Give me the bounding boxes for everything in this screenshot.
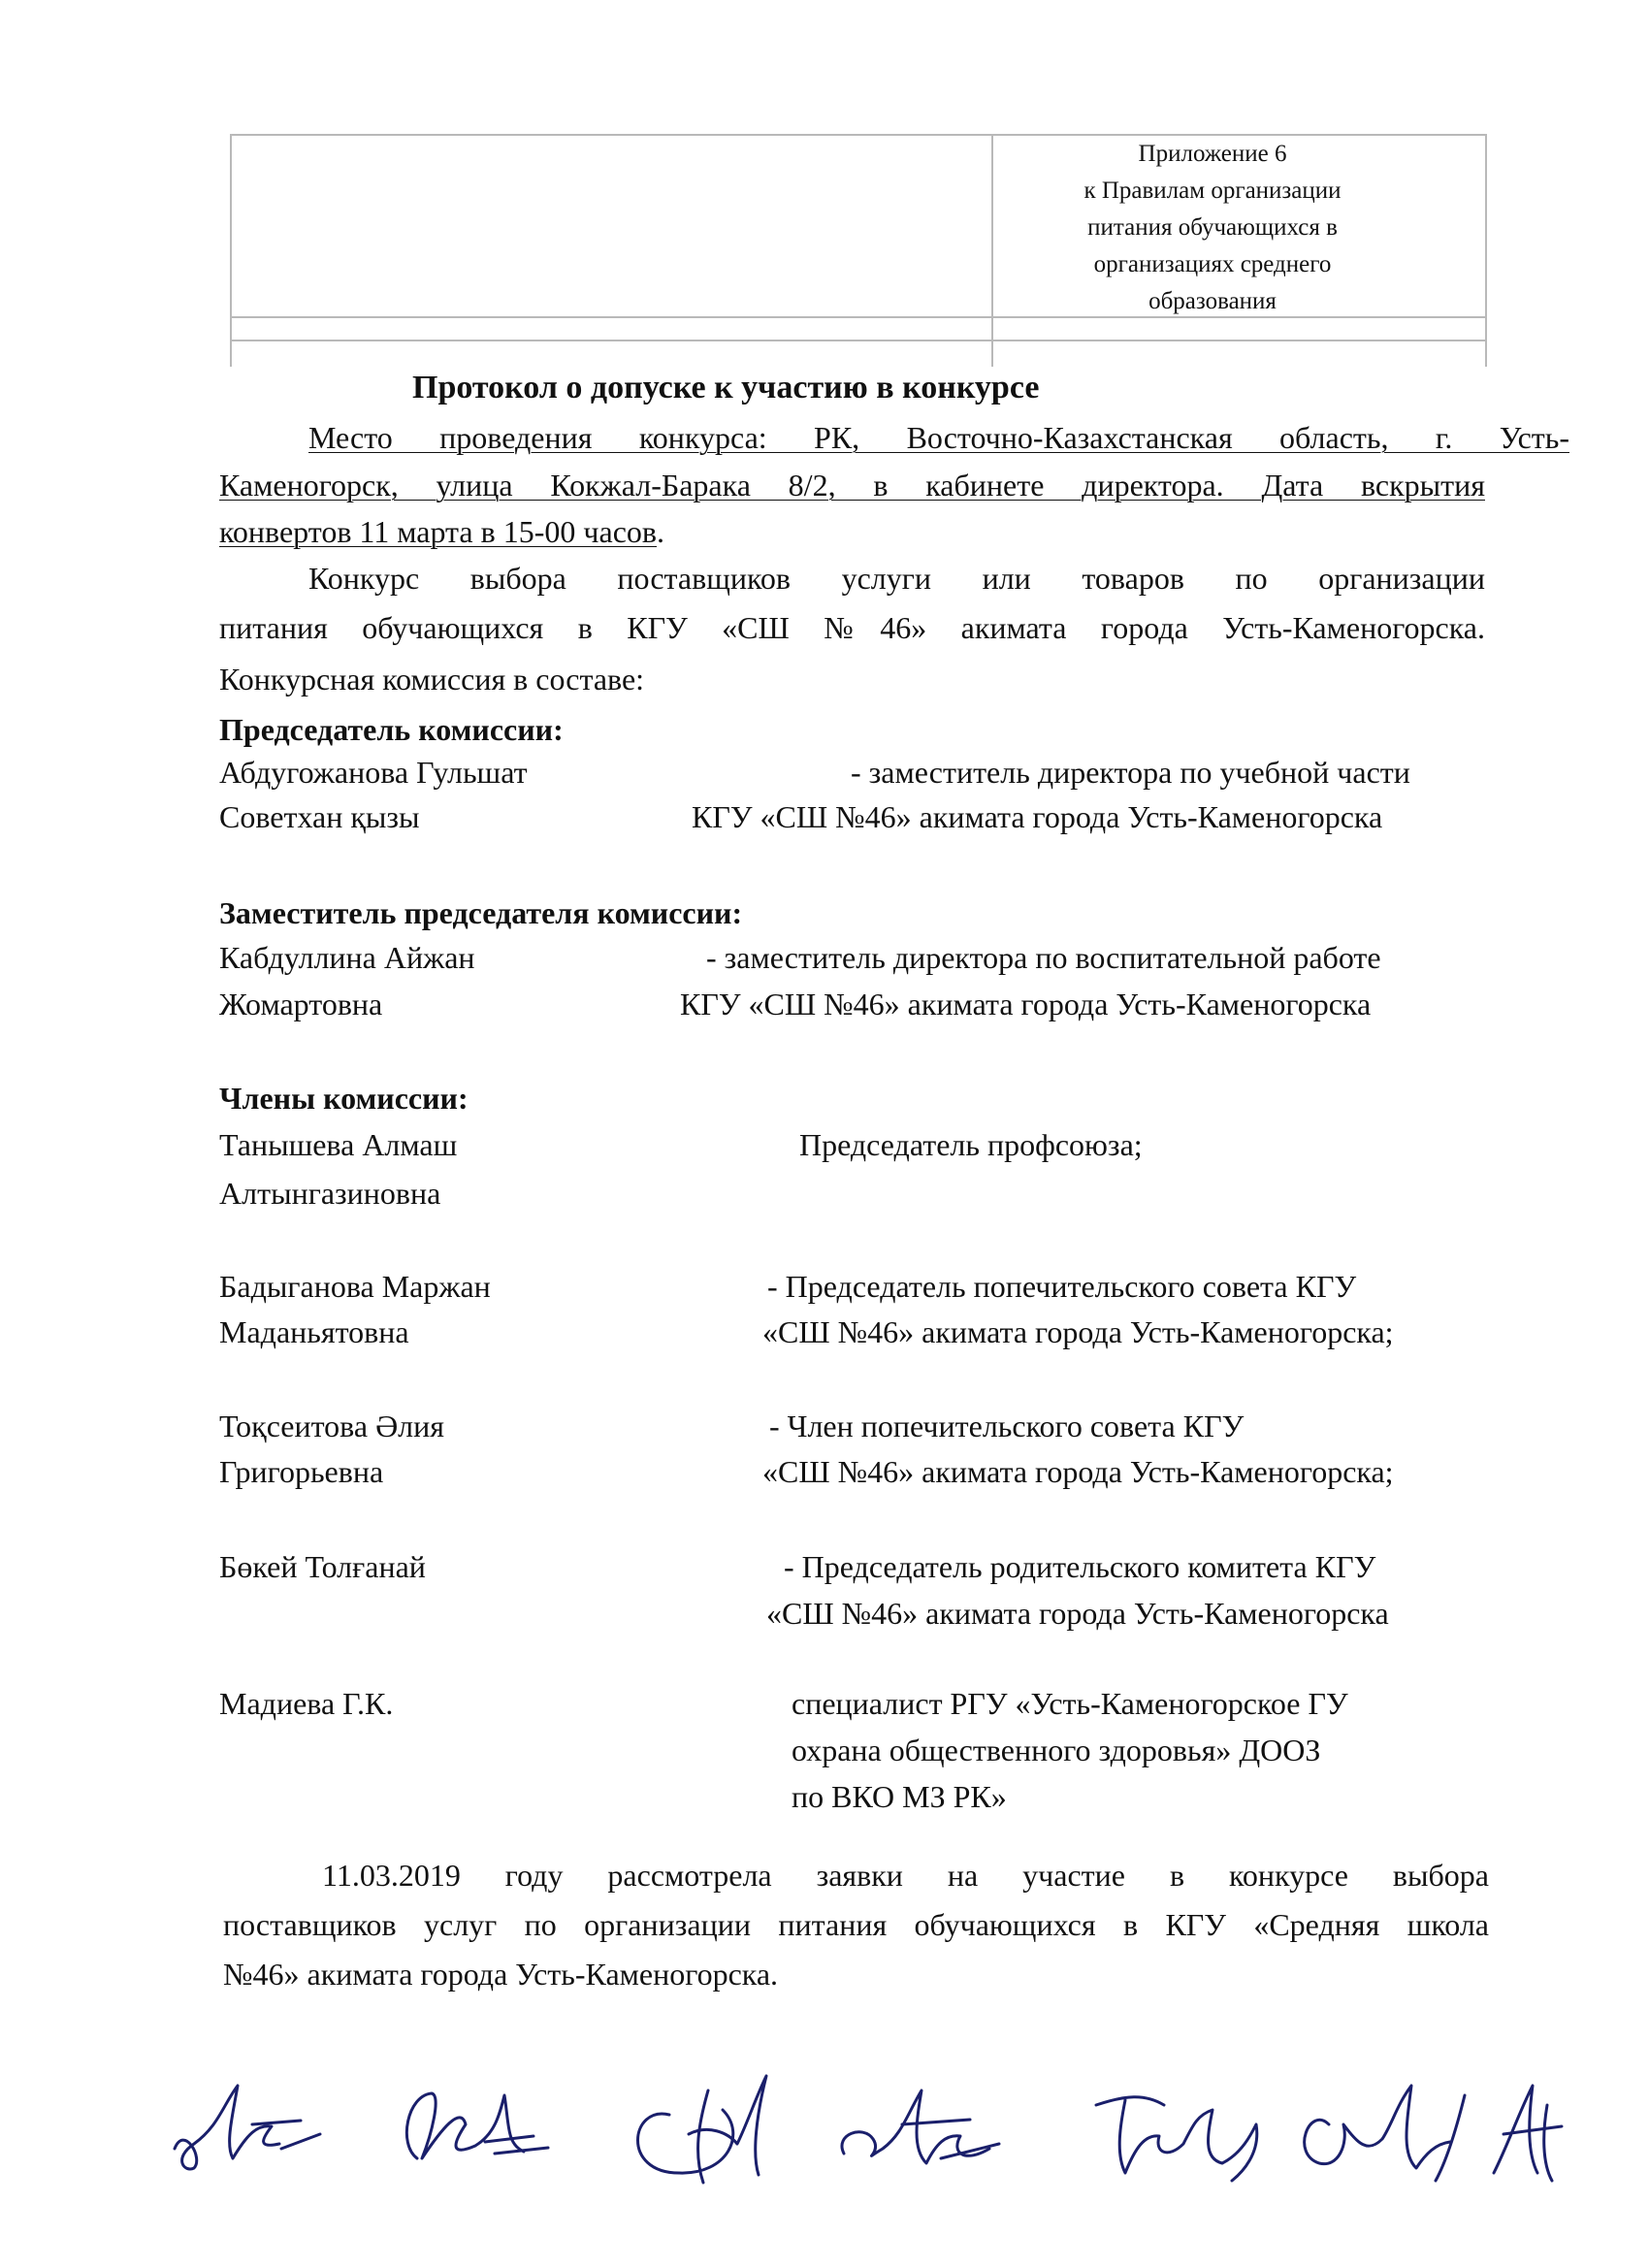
appendix-line: к Правилам организации: [1083, 178, 1342, 204]
deputy-role-2: КГУ «СШ №46» акимата города Усть-Каменогорска: [680, 987, 1372, 1021]
member-name-2: Маданьятовна: [219, 1314, 409, 1349]
deputy-name-1: Кабдуллина Айжан: [219, 940, 475, 975]
venue-date: конвертов 11 марта в 15-00 часов: [219, 514, 657, 549]
signature-6: [1305, 2086, 1465, 2181]
member-role-1: - Председатель родительского комитета КГУ: [784, 1549, 1376, 1584]
signature-7: [1494, 2086, 1562, 2181]
member-name-2: Григорьевна: [219, 1454, 384, 1489]
venue-period: .: [657, 514, 664, 549]
member-name-1: Бадыганова Маржан: [219, 1269, 491, 1304]
member-role-2: охрана общественного здоровья» ДООЗ: [792, 1733, 1321, 1767]
appendix-line: организациях среднего: [1093, 251, 1332, 277]
appendix-line: Приложение 6: [1138, 141, 1287, 167]
member-name-1: Мадиева Г.К.: [219, 1686, 394, 1721]
chair-name-2: Советхан қызы: [219, 799, 420, 834]
venue-line-1: Место проведения конкурса: РК, Восточно-Казахстанская область, г. Усть-: [308, 420, 1569, 455]
deputy-role-1: - заместитель директора по воспитательной работе: [706, 940, 1381, 975]
signature-1: [175, 2086, 320, 2169]
member-role-1: - Председатель попечительского совета КГУ: [767, 1269, 1357, 1304]
signature-5: [1096, 2097, 1257, 2181]
intro-line-3: Конкурсная комиссия в составе:: [219, 662, 645, 697]
appendix-reference: [1009, 136, 1416, 320]
signatures: [165, 2066, 1571, 2192]
member-role-2: «СШ №46» акимата города Усть-Каменогорска: [766, 1596, 1389, 1631]
chair-heading: Председатель комиссии:: [219, 712, 564, 747]
venue-line-3: [219, 509, 664, 554]
member-role-1: специалист РГУ «Усть-Каменогорское ГУ: [792, 1686, 1348, 1721]
appendix-line: питания обучающихся в: [1087, 214, 1338, 241]
member-name-1: Танышева Алмаш: [219, 1127, 458, 1162]
member-role-2: «СШ №46» акимата города Усть-Каменогорска;: [762, 1454, 1394, 1489]
chair-name-1: Абдугожанова Гульшат: [219, 755, 528, 790]
appendix-line: образования: [1148, 288, 1277, 314]
signature-2: [406, 2093, 548, 2158]
deputy-heading: Заместитель председателя комиссии:: [219, 895, 743, 930]
member-role-1: Председатель профсоюза;: [799, 1127, 1143, 1162]
member-name-1: Бөкей Толғанай: [219, 1549, 426, 1584]
member-name-1: Тоқсеитова Әлия: [219, 1409, 444, 1443]
signature-4: [842, 2090, 999, 2163]
chair-role-1: - заместитель директора по учебной части: [851, 755, 1410, 790]
conclusion-line-3: №46» акимата города Усть-Каменогорска.: [223, 1957, 779, 1992]
members-heading: Члены комиссии:: [219, 1081, 469, 1116]
chair-role-2: КГУ «СШ №46» акимата города Усть-Каменогорска: [692, 799, 1383, 834]
member-role-2: «СШ №46» акимата города Усть-Каменогорска;: [762, 1314, 1394, 1349]
signature-3: [638, 2076, 767, 2183]
intro-line-1: Конкурс выбора поставщиков услуги или товаров по организации: [308, 561, 1485, 596]
intro-line-2: питания обучающихся в КГУ «СШ №46» акимата города Усть-Каменогорска.: [219, 610, 1485, 645]
conclusion-line-2: поставщиков услуг по организации питания обучающихся в КГУ «Средняя школа: [223, 1907, 1489, 1942]
document-title: Протокол о допуске к участию в конкурсе: [412, 370, 1040, 405]
venue-line-2: Каменогорск, улица Кокжал-Барака 8/2, в кабинете директора. Дата вскрытия: [219, 468, 1485, 502]
member-name-2: Алтынгазиновна: [219, 1176, 441, 1211]
conclusion-line-1: 11.03.2019 году рассмотрела заявки на участие в конкурсе выбора: [322, 1858, 1489, 1893]
member-role-1: - Член попечительского совета КГУ: [769, 1409, 1245, 1443]
deputy-name-2: Жомартовна: [219, 987, 383, 1021]
member-role-3: по ВКО МЗ РК»: [792, 1779, 1007, 1814]
